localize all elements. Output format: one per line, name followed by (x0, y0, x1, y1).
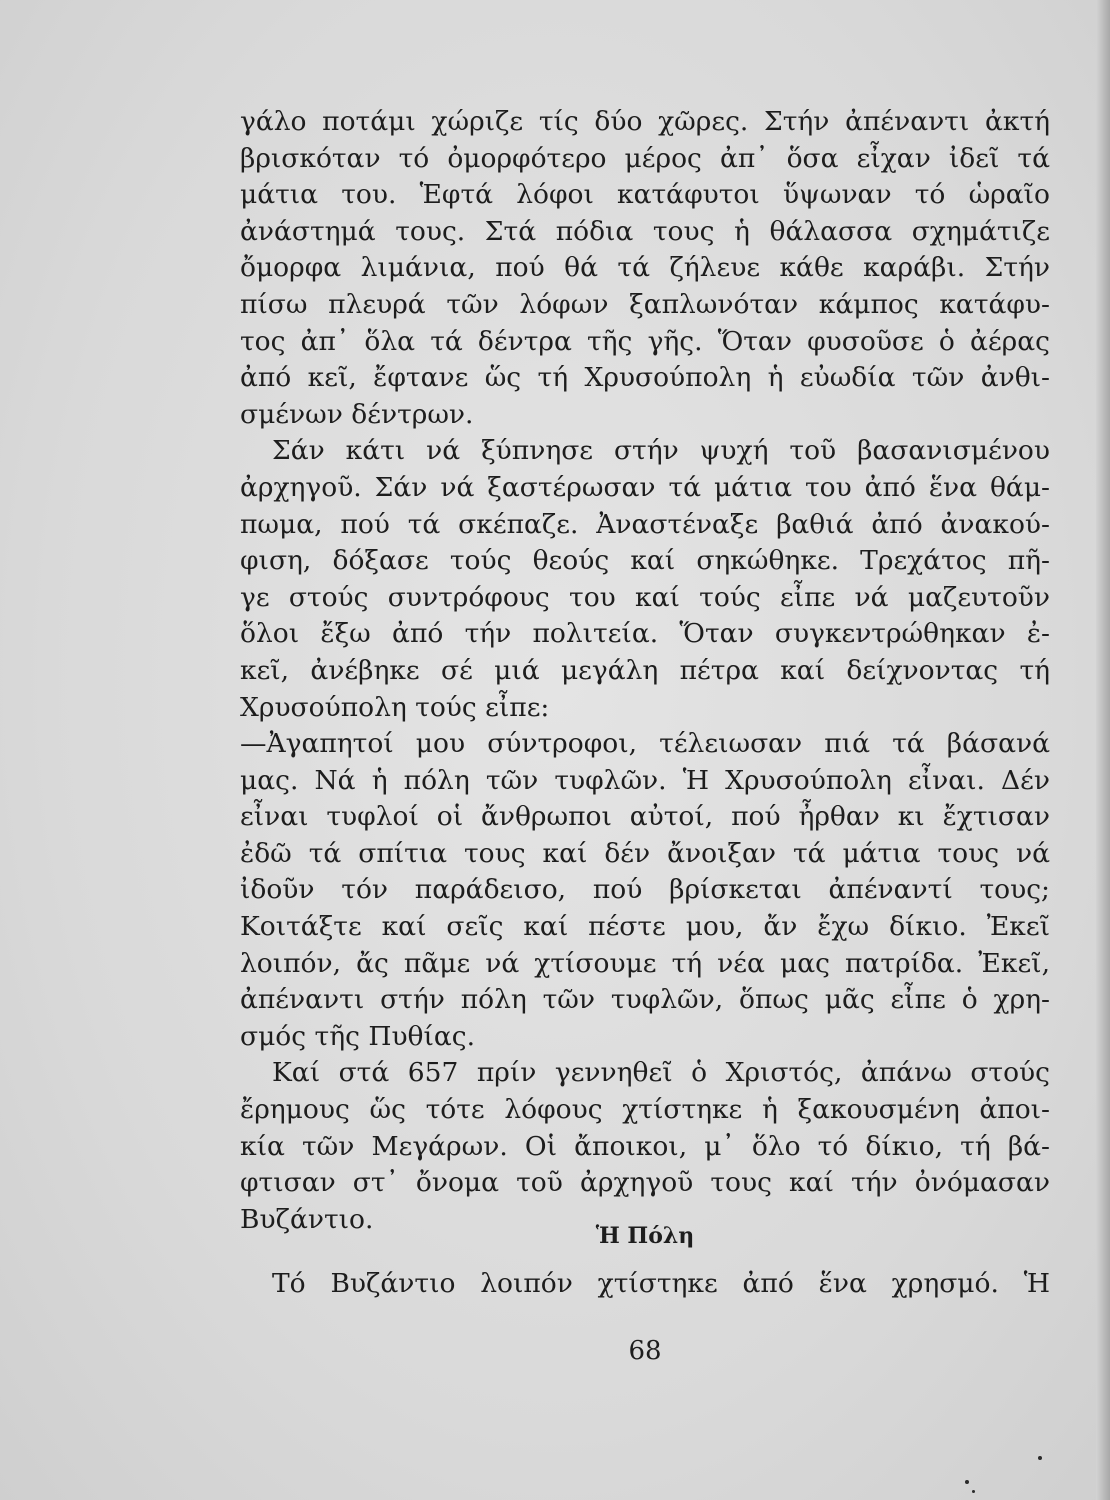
text-line: Βυζάντιο. (240, 1203, 374, 1235)
body-text (240, 104, 1050, 1238)
paragraph (240, 433, 1050, 726)
scan-speck (965, 1480, 969, 1484)
paragraph (240, 1055, 1050, 1238)
text-line: τος ἀπ᾽ ὅλα τά δέντρα τῆς γῆς. Ὅταν φυσοῦσε ὁ ἀέρας (240, 325, 1050, 357)
text-line: Κοιτάξτε καί σεῖς καί πέστε μου, ἄν ἔχω δίκιο. Ἐκεῖ (240, 911, 1050, 943)
text-line: Σάν κάτι νά ξύπνησε στήν ψυχή τοῦ βασανισμένου (272, 435, 1050, 467)
text-line: γάλο ποτάμι χώριζε τίς δύο χῶρες. Στήν ἀπέναντι ἀκτή (240, 106, 1050, 137)
text-line: λοιπόν, ἄς πᾶμε νά χτίσουμε τή νέα μας πατρίδα. Ἐκεῖ, (240, 947, 1050, 979)
text-line: σμός τῆς Πυθίας. (240, 1020, 476, 1052)
scan-speck (1038, 1456, 1042, 1460)
scan-speck (972, 1490, 975, 1493)
text-line: Χρυσούπολη τούς εἶπε: (240, 691, 550, 723)
paragraph (240, 726, 1050, 1055)
text-line: ἀνάστημά τους. Στά πόδια τους ἡ θάλασσα σχημάτιζε (240, 215, 1050, 247)
text-line: ἀπό κεῖ, ἔφτανε ὥς τή Χρυσούπολη ἡ εὐωδία τῶν ἀνθι- (240, 362, 1050, 394)
text-line: —Ἀγαπητοί μου σύντροφοι, τέλειωσαν πιά τά βάσανά (240, 728, 1050, 760)
text-line: Τό Βυζάντιο λοιπόν χτίστηκε ἀπό ἕνα χρησμό. Ἡ (272, 1268, 1050, 1299)
text-line: ὅλοι ἔξω ἀπό τήν πολιτεία. Ὅταν συγκεντρώθηκαν ἐ- (240, 618, 1050, 650)
text-line: ἰδοῦν τόν παράδεισο, πού βρίσκεται ἀπέναντί τους; (240, 874, 1050, 906)
text-line: πωμα, πού τά σκέπαζε. Ἀναστέναξε βαθιά ἀπό ἀνακού- (240, 508, 1050, 540)
text-line: φτισαν στ᾽ ὄνομα τοῦ ἀρχηγοῦ τους καί τήν ὀνόμασαν (240, 1167, 1050, 1199)
text-line: μάτια του. Ἑφτά λόφοι κατάφυτοι ὕψωναν τό ὡραῖο (240, 179, 1050, 211)
text-line: εἶναι τυφλοί οἱ ἄνθρωποι αὐτοί, πού ἦρθαν κι ἔχτισαν (240, 801, 1050, 833)
text-line: ἐδῶ τά σπίτια τους καί δέν ἄνοιξαν τά μάτια τους νά (240, 837, 1050, 869)
text-line: Καί στά 657 πρίν γεννηθεῖ ὁ Χριστός, ἀπάνω στούς (272, 1057, 1050, 1089)
text-line: κεῖ, ἀνέβηκε σέ μιά μεγάλη πέτρα καί δείχνοντας τή (240, 654, 1050, 686)
text-line: ἔρημους ὥς τότε λόφους χτίστηκε ἡ ξακουσμένη ἀποι- (240, 1094, 1050, 1126)
text-line: σμένων δέντρων. (240, 398, 474, 430)
paragraph (240, 104, 1050, 433)
text-line: ἀρχηγοῦ. Σάν νά ξαστέρωσαν τά μάτια του ἀπό ἕνα θάμ- (240, 471, 1050, 503)
text-line: ἀπέναντι στήν πόλη τῶν τυφλῶν, ὅπως μᾶς εἶπε ὁ χρη- (240, 984, 1050, 1016)
text-line: πίσω πλευρά τῶν λόφων ξαπλωνόταν κάμπος κατάφυ- (240, 288, 1050, 320)
page-number: 68 (628, 1336, 662, 1366)
text-line: κία τῶν Μεγάρων. Οἱ ἄποικοι, μ᾽ ὅλο τό δίκιο, τή βά- (240, 1130, 1050, 1162)
text-line: μας. Νά ἡ πόλη τῶν τυφλῶν. Ἡ Χρυσούπολη εἶναι. Δέν (240, 764, 1050, 796)
text-line: βρισκόταν τό ὀμορφότερο μέρος ἀπ᾽ ὅσα εἶχαν ἰδεῖ τά (240, 142, 1050, 174)
section-first-line (240, 1266, 1050, 1303)
text-line: γε στούς συντρόφους του καί τούς εἶπε νά μαζευτοῦν (240, 581, 1050, 613)
section-heading: Ἡ Πόλη (595, 1223, 695, 1249)
text-line: ὄμορφα λιμάνια, πού θά τά ζήλευε κάθε καράβι. Στήν (240, 252, 1050, 284)
text-line: φιση, δόξασε τούς θεούς καί σηκώθηκε. Τρεχάτος πῆ- (240, 545, 1050, 577)
